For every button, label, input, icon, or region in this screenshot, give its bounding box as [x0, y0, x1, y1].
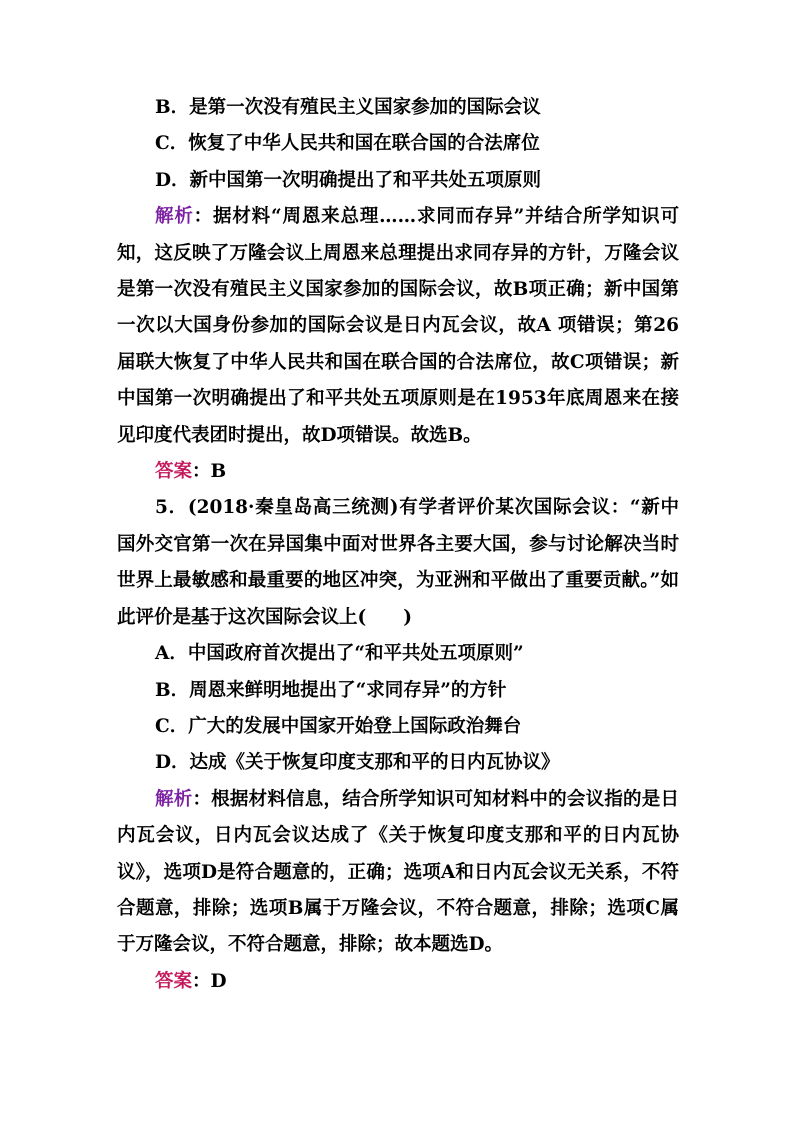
q5-analysis	[117, 782, 679, 964]
q4-option-c: C．恢复了中华人民共和国在联合国的合法席位	[155, 133, 540, 155]
q5-option-b: B．周恩来鲜明地提出了“求同存异”的方针	[155, 679, 507, 701]
q5-analysis-text: ：根据材料信息，结合所学知识可知材料中的会议指的是日内瓦会议，日内瓦会议达成了《关于恢复印度支那和平的日内瓦协议》，选项D是符合题意的，正确；选项A和日内瓦会议无关系，不符合题意，排除；选项B属于万隆会议，不符合题意，排除；选项C属于万隆会议，不符合题意，排除；故本题选D。	[117, 788, 679, 956]
q4-option-d: D．新中国第一次明确提出了和平共处五项原则	[155, 169, 542, 191]
document-page	[117, 90, 679, 1000]
q5-analysis-label: 解析	[155, 788, 193, 810]
q5-option-c: C．广大的发展中国家开始登上国际政治舞台	[155, 715, 522, 737]
q4-analysis-text: ：据材料“周恩来总理……求同而存异”并结合所学知识可知，这反映了万隆会议上周恩来总理提出求同存异的方针，万隆会议是第一次没有殖民主义国家参加的国际会议，故B项正确；新中国第一次以大国身份参加的国际会议是日内瓦会议，故A 项错误；第26届联大恢复了中华人民共和国在联合国的合法席位，故C项错误；新中国第一次明确提出了和平共处五项原则是在1953年底周恩来在接见印度代表团时提出，故D项错误。故选B。	[117, 206, 679, 446]
q5-answer-label: 答案	[155, 970, 193, 992]
q4-analysis-label: 解析	[155, 206, 194, 228]
q5-stem: 5．(2018·秦皇岛高三统测)有学者评价某次国际会议：“新中国外交官第一次在异国集中面对世界各主要大国，参与讨论解决当时世界上最敏感和最重要的地区冲突，为亚洲和平做出了重要贡献。”如此评价是基于这次国际会议上( )	[117, 497, 679, 628]
q5-answer-value: ：D	[192, 970, 227, 992]
q4-answer	[117, 454, 679, 490]
q4-analysis	[117, 199, 679, 454]
q4-answer-value: ：B	[192, 461, 227, 483]
q4-option-b: B．是第一次没有殖民主义国家参加的国际会议	[155, 97, 541, 118]
q5-answer	[117, 964, 679, 1000]
q5-option-d: D．达成《关于恢复印度支那和平的日内瓦协议》	[155, 752, 560, 774]
q4-answer-label: 答案	[155, 461, 193, 483]
q5-option-a: A．中国政府首次提出了“和平共处五项原则”	[155, 643, 524, 665]
